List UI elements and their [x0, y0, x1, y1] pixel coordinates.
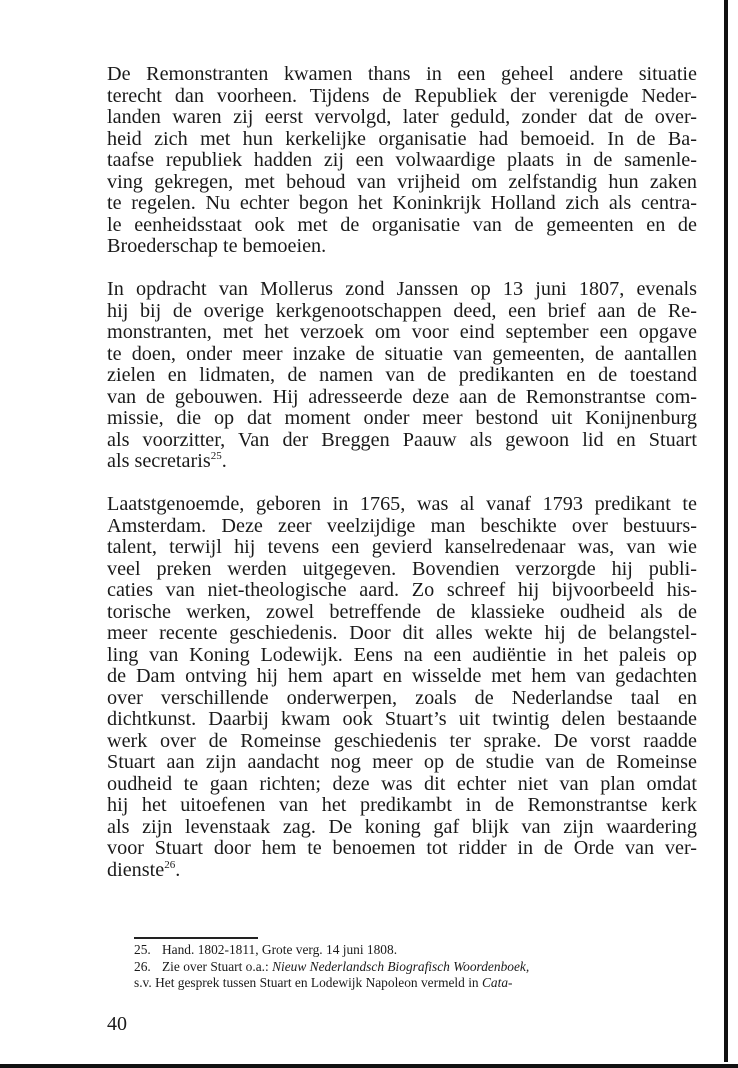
page-edge-shadow-bottom: [0, 1064, 738, 1068]
text-line: veel preken werden uitgegeven. Bovendien verzorgde hij publi-: [107, 558, 697, 580]
text-line: ving gekregen, met behoud van vrijheid om zelfstandig hun zaken: [107, 171, 697, 193]
footnote-text: [162, 959, 694, 976]
text-line: hij bij de overige kerkgenootschappen deed, een brief aan de Re-: [107, 300, 697, 322]
footnote-26: [134, 959, 694, 976]
citation-title: Cata-: [481, 975, 513, 990]
text-fragment: .: [221, 451, 227, 472]
text-line: Stuart aan zijn aandacht nog meer op de studie van de Romeinse: [107, 752, 697, 773]
text-line: In opdracht van Mollerus zond Janssen op 13 juni 1807, evenals: [107, 279, 697, 300]
text-line: heid zich met hun kerkelijke organisatie had bemoeid. In de Ba-: [107, 128, 697, 150]
text-line: ling van Koning Lodewijk. Eens na een audiëntie in het paleis op: [107, 644, 697, 666]
footnote-25: [134, 942, 694, 959]
footnote-number: 25.: [134, 942, 151, 957]
text-line: Laatstgenoemde, geboren in 1765, was al vanaf 1793 predikant te: [107, 494, 697, 515]
text-line: taafse republiek hadden zij een volwaardige plaats in de samenle-: [107, 150, 697, 171]
text-fragment: Zie over Stuart o.a.:: [162, 958, 273, 974]
text-fragment: .: [175, 859, 181, 881]
text-line-with-footnote-ref: [107, 860, 697, 882]
text-line: le eenheidsstaat ook met de organisatie van de gemeenten en de: [107, 214, 697, 236]
paragraph-3: [107, 494, 697, 881]
footnote-ref-25[interactable]: 25: [210, 451, 222, 462]
footnote-text: Hand. 1802-1811, Grote verg. 14 juni 1808.: [162, 942, 398, 957]
text-line: voor Stuart door hem te benoemen tot ridder in de Orde van ver-: [107, 838, 697, 859]
text-line: missie, die op dat moment onder meer bestond uit Konijnenburg: [107, 408, 697, 429]
text-line: meer recente geschiedenis. Door dit alles wekte hij de belangstel-: [107, 623, 697, 644]
footnote-ref-26[interactable]: 26: [164, 859, 176, 871]
text-line: torische werken, zowel betreffende de klassieke oudheid als de: [107, 601, 697, 623]
text-line: Broederschap te bemoeien.: [107, 236, 327, 257]
text-line: hij het uitoefenen van het predikambt in de Remonstrantse kerk: [107, 795, 697, 816]
text-line: terecht dan voorheen. Tijdens de Republiek der verenigde Neder-: [107, 85, 697, 107]
text-line: dichtkunst. Daarbij kwam ook Stuart’s uit twintig delen bestaande: [107, 709, 697, 730]
text-line: de Dam ontving hij hem apart en wisselde met hem van gedachten: [107, 666, 697, 687]
text-line-with-footnote-ref: [107, 451, 697, 473]
text-line: te regelen. Nu echter begon het Koninkrijk Holland zich als centra-: [107, 193, 697, 214]
citation-title: Nieuw Nederlandsch Biografisch Woordenboek,: [272, 958, 530, 974]
footnotes: [134, 942, 694, 992]
text-fragment: dienste: [107, 859, 165, 881]
text-fragment: als secretaris: [107, 451, 211, 472]
footnote-number: 26.: [134, 958, 151, 974]
text-line: oudheid te gaan richten; deze was dit echter niet van plan omdat: [107, 773, 697, 795]
text-line: over verschillende onderwerpen, zoals de Nederlandse taal en: [107, 687, 697, 709]
page-number: 40: [107, 1013, 127, 1035]
text-line: zielen en lidmaten, de namen van de predikanten en de toestand: [107, 365, 697, 386]
text-fragment: s.v. Het gesprek tussen Stuart en Lodewijk Napoleon vermeld in: [134, 975, 482, 990]
text-line: Amsterdam. Deze zeer veelzijdige man beschikte over bestuurs-: [107, 515, 697, 537]
text-line: als zijn levenstaak zag. De koning gaf blijk van zijn waardering: [107, 816, 697, 838]
paragraph-2: [107, 279, 697, 473]
text-line: landen waren zij eerst vervolgd, later geduld, zonder dat de over-: [107, 107, 697, 128]
text-line: werk over de Romeinse geschiedenis ter sprake. De vorst raadde: [107, 730, 697, 752]
text-line: caties van niet-theologische aard. Zo schreef hij bijvoorbeeld his-: [107, 580, 697, 601]
paragraph-1: [107, 64, 697, 258]
text-line: als voorzitter, Van der Breggen Paauw als gewoon lid en Stuart: [107, 429, 697, 451]
footnote-divider: [134, 937, 258, 939]
text-line: De Remonstranten kwamen thans in een geheel andere situatie: [107, 64, 697, 85]
text-line: van de gebouwen. Hij adresseerde deze aan de Remonstrantse com-: [107, 386, 697, 408]
footnote-continuation: [134, 975, 512, 990]
text-line: te doen, onder meer inzake de situatie van gemeenten, de aantallen: [107, 343, 697, 365]
text-line: talent, terwijl hij tevens een gevierd kanselredenaar was, van wie: [107, 537, 697, 558]
page-edge-shadow-right: [724, 0, 728, 1062]
text-line: monstranten, met het verzoek om voor eind september een opgave: [107, 322, 697, 343]
main-text: [107, 64, 697, 903]
